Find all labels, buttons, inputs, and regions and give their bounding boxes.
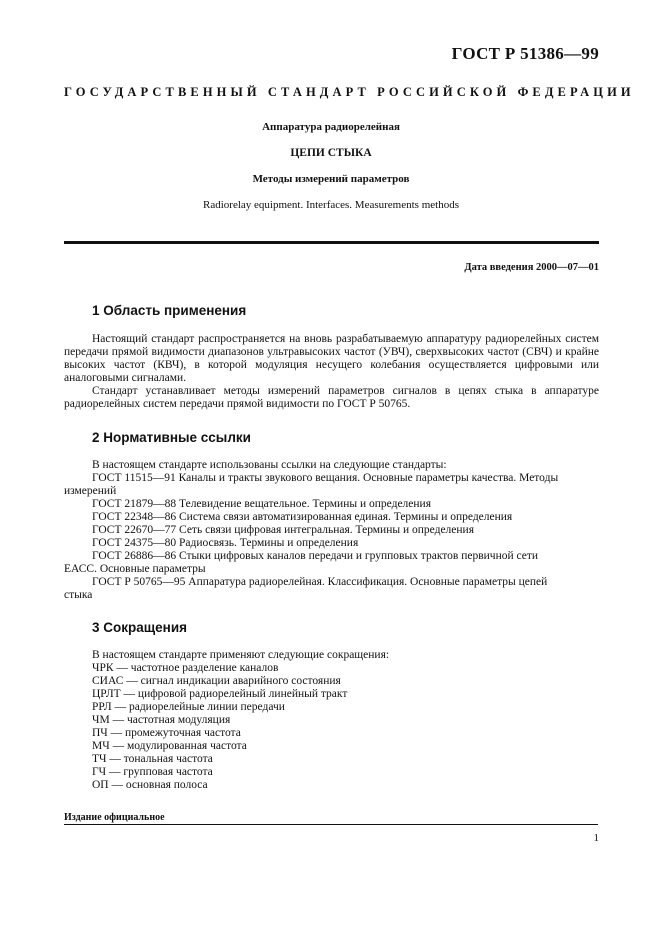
reference-item: ГОСТ Р 50765—95 Аппаратура радиорелейная. Классификация. Основные параметры цепей	[92, 576, 548, 588]
abbreviation-item: РРЛ — радиорелейные линии передачи	[92, 701, 285, 713]
abbreviation-item: МЧ — модулированная частота	[92, 740, 247, 752]
english-title: Radiorelay equipment. Interfaces. Measurements methods	[203, 199, 459, 211]
section-1-paragraph: Настоящий стандарт распространяется на вновь разрабатываемую аппаратуру радиорелейных систем передачи прямой видимости диапазонов ультравысоких частот (УВЧ), сверхвысоких частот (СВЧ) и крайне высоких частот (КВЧ), в которой модуляция несущего колебания осуществляется цифровыми или аналоговыми сигналами.	[64, 333, 599, 384]
reference-item: ГОСТ 22348—86 Система связи автоматизированная единая. Термины и определения	[92, 511, 513, 523]
footer-divider	[64, 824, 598, 825]
section-3-heading: 3 Сокращения	[92, 620, 187, 635]
abbreviation-item: СИАС — сигнал индикации аварийного состояния	[92, 675, 341, 687]
abbreviation-item: ЧМ — частотная модуляция	[92, 714, 231, 726]
abbreviation-item: ОП — основная полоса	[92, 779, 208, 791]
abbreviation-item: ЧРК — частотное разделение каналов	[92, 662, 279, 674]
abbreviation-item: ЦРЛТ — цифровой радиорелейный линейный тракт	[92, 688, 348, 700]
reference-item: ГОСТ 11515—91 Каналы и тракты звукового вещания. Основные параметры качества. Методы	[92, 472, 559, 484]
page-number: 1	[593, 832, 599, 844]
abbreviation-item: ТЧ — тональная частота	[92, 753, 213, 765]
document-title: ЦЕПИ СТЫКА	[290, 147, 372, 159]
reference-item: ГОСТ 24375—80 Радиосвязь. Термины и определения	[92, 537, 359, 549]
document-subtitle: Методы измерений параметров	[252, 173, 410, 185]
reference-item-continuation: ЕАСС. Основные параметры	[64, 563, 206, 575]
section-2-heading: 2 Нормативные ссылки	[92, 430, 251, 445]
reference-item: ГОСТ 21879—88 Телевидение вещательное. Термины и определения	[92, 498, 431, 510]
reference-item-continuation: стыка	[64, 589, 93, 601]
section-2-body	[64, 459, 599, 602]
section-1-paragraph: Стандарт устанавливает методы измерений параметров сигналов в цепях стыка в аппаратуре радиорелейных систем передачи прямой видимости по ГОСТ Р 50765.	[64, 385, 599, 410]
reference-item: ГОСТ 26886—86 Стыки цифровых каналов передачи и групповых трактов первичной сети	[92, 550, 539, 562]
abbreviation-item: ПЧ — промежуточная частота	[92, 727, 241, 739]
section-1-body	[64, 333, 599, 411]
section-1-heading: 1 Область применения	[92, 303, 247, 318]
reference-item-continuation: измерений	[64, 485, 117, 497]
official-edition-note: Издание официальное	[64, 812, 165, 823]
equipment-category: Аппаратура радиорелейная	[262, 121, 400, 133]
reference-item: ГОСТ 22670—77 Сеть связи цифровая интегральная. Термины и определения	[92, 524, 474, 536]
abbreviations-intro: В настоящем стандарте применяют следующие сокращения:	[92, 649, 390, 661]
state-standard-heading: ГОСУДАРСТВЕННЫЙ СТАНДАРТ РОССИЙСКОЙ ФЕДЕРАЦИИ	[64, 85, 635, 99]
abbreviation-item: ГЧ — групповая частота	[92, 766, 213, 778]
document-code: ГОСТ Р 51386—99	[451, 44, 599, 63]
title-divider	[64, 241, 599, 244]
references-intro: В настоящем стандарте использованы ссылки на следующие стандарты:	[92, 459, 447, 471]
introduction-date: Дата введения 2000—07—01	[464, 262, 599, 273]
section-3-body	[64, 649, 599, 792]
